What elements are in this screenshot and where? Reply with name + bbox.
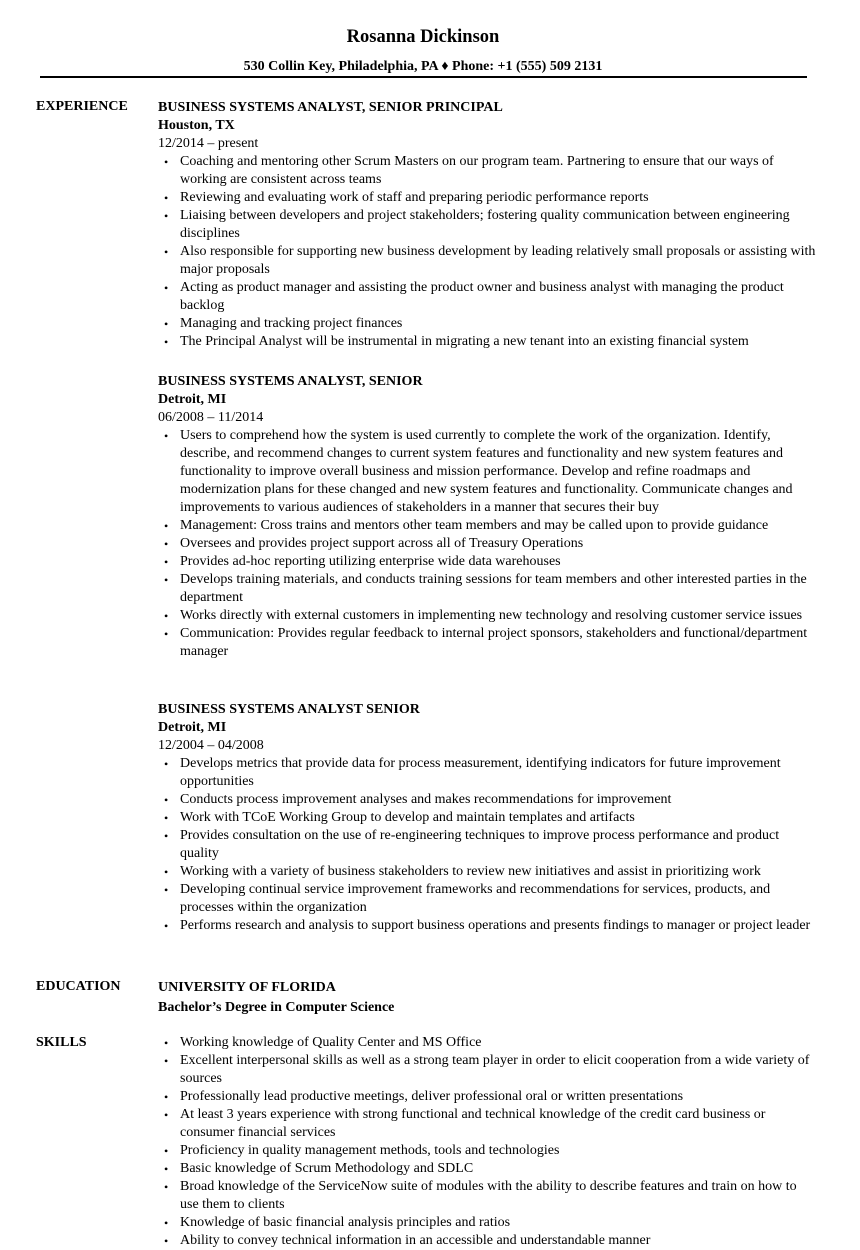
list-item: • Oversees and provides project support across all of Treasury Operations	[180, 535, 818, 553]
job-location: Detroit, MI	[158, 392, 227, 407]
list-item: • Basic knowledge of Scrum Methodology and SDLC	[180, 1160, 818, 1178]
list-item: • Managing and tracking project finances	[180, 315, 818, 333]
job-bullets	[158, 427, 818, 661]
list-item: • Professionally lead productive meetings, deliver professional oral or written presentations	[180, 1088, 818, 1106]
job-dates: 12/2014 – present	[158, 136, 259, 151]
job-title: BUSINESS SYSTEMS ANALYST, SENIOR	[158, 374, 423, 389]
list-item: • Conducts process improvement analyses and makes recommendations for improvement	[180, 791, 818, 809]
skills-entry	[158, 1034, 818, 1250]
list-item: • Management: Cross trains and mentors other team members and may be called upon to provide guidance	[180, 517, 818, 535]
list-item: • Work with TCoE Working Group to develop and maintain templates and artifacts	[180, 809, 818, 827]
list-item: • Working with a variety of business stakeholders to review new initiatives and assist in prioritizing work	[180, 863, 818, 881]
list-item: • Develops metrics that provide data for process measurement, identifying indicators for future improvement opportunities	[180, 755, 818, 791]
list-item: • Performs research and analysis to support business operations and presents findings to manager or project leader	[180, 917, 818, 935]
list-item: • Coaching and mentoring other Scrum Masters on our program team. Partnering to ensure that our ways of working are consistent across teams	[180, 153, 818, 189]
candidate-name: Rosanna Dickinson	[346, 27, 500, 47]
list-item: • Provides ad-hoc reporting utilizing enterprise wide data warehouses	[180, 553, 818, 571]
list-item: • Communication: Provides regular feedback to internal project sponsors, stakeholders and functional/department manager	[180, 625, 818, 661]
list-item: • Provides consultation on the use of re-engineering techniques to improve process performance and product quality	[180, 827, 818, 863]
list-item: • Excellent interpersonal skills as well as a strong team player in order to elicit cooperation from a wide variety of sources	[180, 1052, 818, 1088]
job-entry	[158, 99, 818, 351]
list-item: • Also responsible for supporting new business development by leading relatively small proposals or assisting with major proposals	[180, 243, 818, 279]
list-item: • Works directly with external customers in implementing new technology and resolving customer service issues	[180, 607, 818, 625]
job-title: BUSINESS SYSTEMS ANALYST SENIOR	[158, 702, 420, 717]
list-item: • Liaising between developers and project stakeholders; fostering quality communication between engineering disciplines	[180, 207, 818, 243]
job-dates: 06/2008 – 11/2014	[158, 410, 264, 425]
list-item: • The Principal Analyst will be instrumental in migrating a new tenant into an existing financial system	[180, 333, 818, 351]
job-dates: 12/2004 – 04/2008	[158, 738, 264, 753]
section-label-skills: SKILLS	[36, 1035, 87, 1050]
list-item: • Users to comprehend how the system is used currently to complete the work of the organization. Identify, describe, and recommend changes to current system features and functionality and new system features and functionality to improve overall business and mission performance. Develop and refine roadmaps and modernization plans for these changed and new system features and functionality. Communicate changes and improvements to various audiences of stakeholders in a manner that secures their buy	[180, 427, 818, 517]
skills-list	[158, 1034, 818, 1250]
job-location: Detroit, MI	[158, 720, 227, 735]
list-item: • Developing continual service improvement frameworks and recommendations for services, products, and processes within the organization	[180, 881, 818, 917]
contact-line: 530 Collin Key, Philadelphia, PA ♦ Phone: +1 (555) 509 2131	[243, 59, 603, 74]
list-item: • At least 3 years experience with strong functional and technical knowledge of the credit card business or consumer financial services	[180, 1106, 818, 1142]
job-entry	[158, 701, 818, 935]
section-label-experience: EXPERIENCE	[36, 99, 128, 114]
list-item: • Working knowledge of Quality Center and MS Office	[180, 1034, 818, 1052]
list-item: • Reviewing and evaluating work of staff and preparing periodic performance reports	[180, 189, 818, 207]
job-bullets	[158, 153, 818, 351]
list-item: • Proficiency in quality management methods, tools and technologies	[180, 1142, 818, 1160]
job-location: Houston, TX	[158, 118, 235, 133]
job-title: BUSINESS SYSTEMS ANALYST, SENIOR PRINCIPAL	[158, 100, 503, 115]
education-entry	[158, 979, 818, 1017]
education-school: UNIVERSITY OF FLORIDA	[158, 980, 336, 995]
list-item: • Develops training materials, and conducts training sessions for team members and other interested parties in the department	[180, 571, 818, 607]
list-item: • Broad knowledge of the ServiceNow suite of modules with the ability to describe features and train on how to use them to clients	[180, 1178, 818, 1214]
list-item: • Acting as product manager and assisting the product owner and business analyst with managing the product backlog	[180, 279, 818, 315]
job-entry	[158, 373, 818, 661]
list-item: • Knowledge of basic financial analysis principles and ratios	[180, 1214, 818, 1232]
job-bullets	[158, 755, 818, 935]
section-label-education: EDUCATION	[36, 979, 121, 994]
education-degree: Bachelor’s Degree in Computer Science	[158, 1000, 395, 1015]
header-divider	[40, 76, 807, 78]
list-item: • Ability to convey technical information in an accessible and understandable manner	[180, 1232, 818, 1250]
